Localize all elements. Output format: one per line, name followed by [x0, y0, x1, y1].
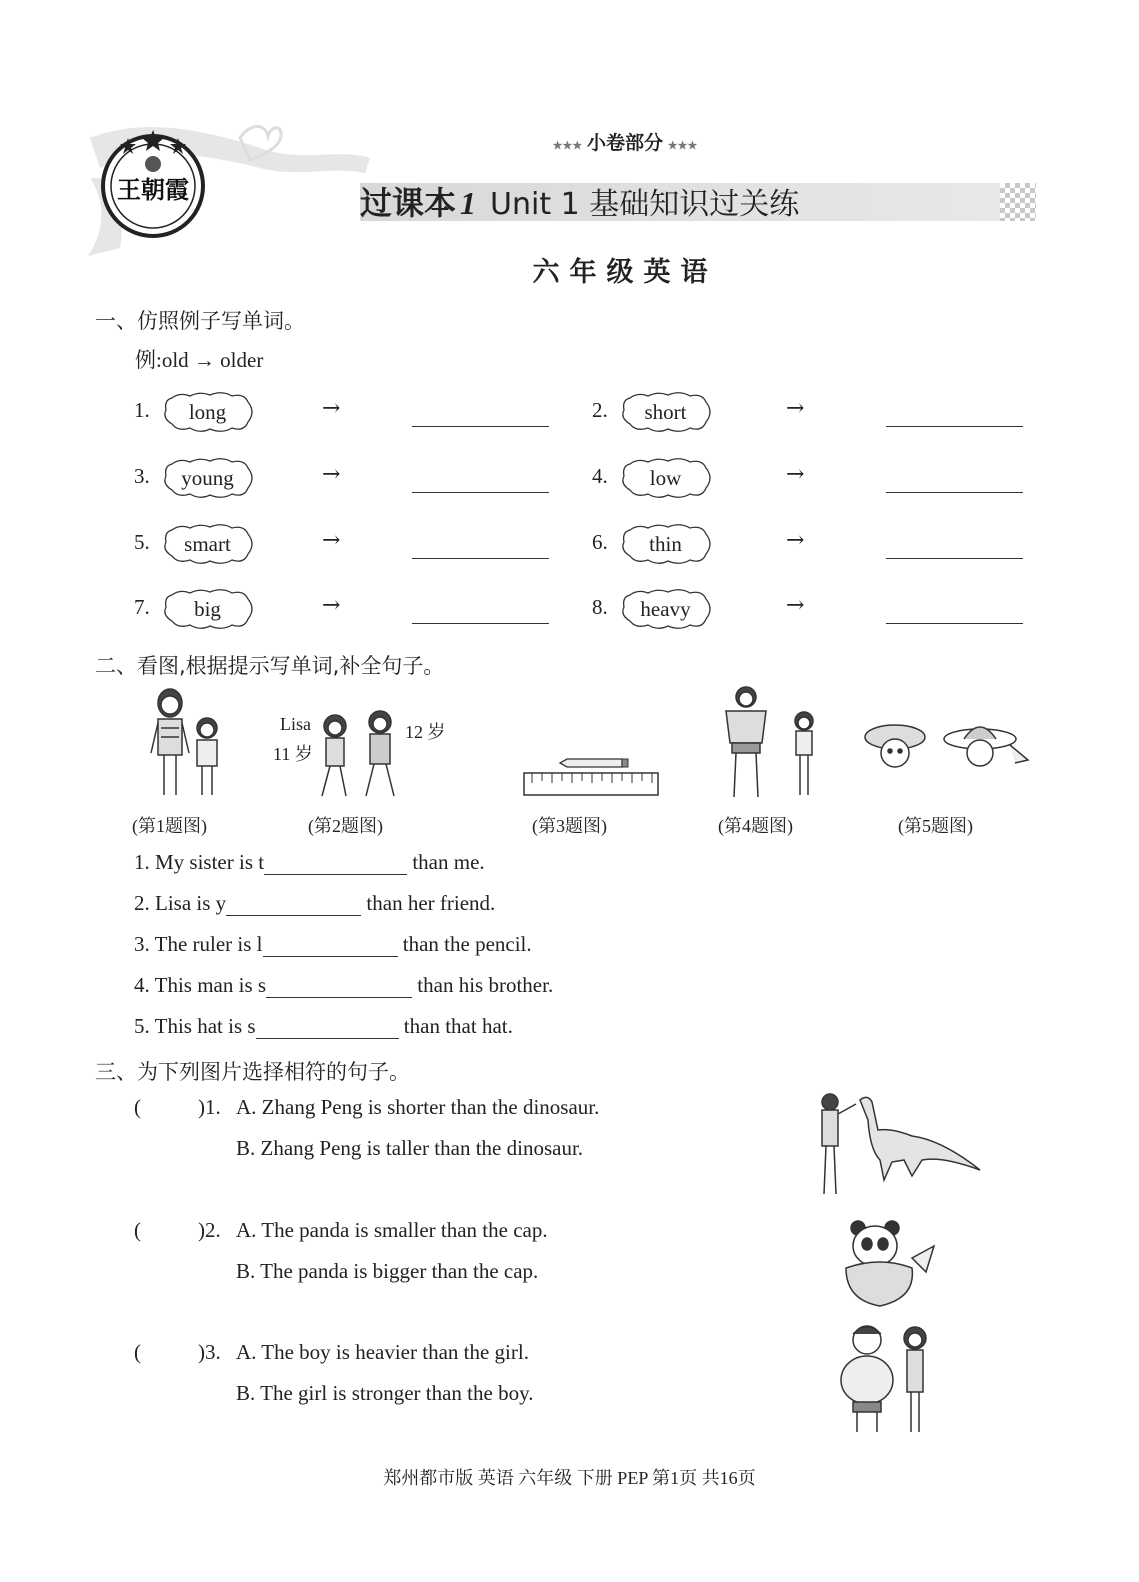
- q3-label: )3.: [198, 1340, 221, 1364]
- caption-pic2: (第2题图): [308, 816, 383, 836]
- title-num: 1: [460, 185, 477, 221]
- answer-blank[interactable]: [264, 852, 407, 875]
- answer-blank[interactable]: [412, 623, 549, 624]
- sentence-before: 3. The ruler is l: [134, 932, 263, 956]
- sentence-after: than his brother.: [417, 973, 554, 997]
- q1-boy-and-dinosaur: [812, 1090, 987, 1200]
- item-num: 7.: [134, 595, 150, 619]
- stars-left: ★★★: [552, 140, 583, 152]
- arrow: →: [786, 593, 805, 618]
- pic5-two-hats: [860, 715, 1035, 780]
- word-low: low: [649, 466, 682, 490]
- q3-boy-and-girl: [835, 1322, 945, 1437]
- sentence-before: 5. This hat is s: [134, 1014, 256, 1038]
- arrow: →: [786, 528, 805, 553]
- q1-label: )1.: [198, 1095, 221, 1119]
- arrow: →: [322, 462, 341, 487]
- caption-pic1: (第1题图): [132, 816, 207, 836]
- title-part2: Unit 1 基础知识过关练: [490, 187, 800, 222]
- pic3-ruler-and-pencil: [522, 755, 662, 800]
- title-band-pattern: [1000, 183, 1036, 221]
- sentence-before: 1. My sister is t: [134, 850, 265, 874]
- grade-title: 六年级英语: [532, 257, 718, 288]
- word-short: short: [644, 400, 687, 424]
- item-num: 8.: [592, 595, 608, 619]
- answer-blank[interactable]: [266, 975, 412, 998]
- answer-blank[interactable]: [886, 426, 1023, 427]
- q2-label: )2.: [198, 1218, 221, 1242]
- item-num: 1.: [134, 398, 150, 422]
- sentence-after: than her friend.: [366, 891, 496, 915]
- sentence-after: than me.: [412, 850, 485, 874]
- svg-text:王朝霞: 王朝霞: [117, 175, 189, 204]
- q2-panda-and-cap: [840, 1218, 940, 1313]
- sentence-after: than that hat.: [403, 1014, 513, 1038]
- arrow: →: [786, 396, 805, 421]
- answer-blank[interactable]: [412, 492, 549, 493]
- part1-example: 例:old → older: [135, 348, 264, 372]
- sentence-before: 2. Lisa is y: [134, 891, 227, 915]
- answer-blank[interactable]: [226, 893, 361, 916]
- pic2-label-12: 12 岁: [405, 722, 446, 742]
- arrow: →: [322, 396, 341, 421]
- word-thin: thin: [649, 532, 682, 556]
- word-smart: smart: [184, 532, 231, 556]
- q2-option-b: B. The panda is bigger than the cap.: [236, 1259, 539, 1283]
- word-heavy: heavy: [640, 597, 691, 621]
- pic1-sister-and-me: [145, 683, 230, 803]
- part3-heading: 三、为下列图片选择相符的句子。: [95, 1060, 410, 1084]
- answer-blank[interactable]: [256, 1016, 399, 1039]
- item-num: 5.: [134, 530, 150, 554]
- pic2-label-11: 11 岁: [273, 744, 313, 764]
- pic4-man-and-brother: [718, 683, 828, 803]
- arrow: →: [322, 528, 341, 553]
- section-label: [520, 128, 730, 155]
- sentence-4: [134, 973, 553, 998]
- caption-pic3: (第3题图): [532, 816, 607, 836]
- arrow: →: [786, 462, 805, 487]
- word-young: young: [181, 466, 234, 490]
- word-big: big: [194, 597, 221, 621]
- part1-heading: 一、仿照例子写单词。: [95, 309, 305, 333]
- sentence-5: [134, 1014, 513, 1039]
- title-part1: 过课本: [360, 184, 457, 222]
- answer-blank[interactable]: [886, 623, 1023, 624]
- brand-logo-seal: [98, 128, 208, 238]
- sentence-before: 4. This man is s: [134, 973, 267, 997]
- q3-option-b: B. The girl is stronger than the boy.: [236, 1381, 534, 1405]
- q2-paren[interactable]: (: [134, 1218, 141, 1242]
- answer-blank[interactable]: [412, 558, 549, 559]
- pic2-lisa-and-friend: [310, 708, 415, 803]
- q1-option-b: B. Zhang Peng is taller than the dinosaur.: [236, 1136, 584, 1160]
- answer-blank[interactable]: [263, 934, 398, 957]
- q3-option-a: A. The boy is heavier than the girl.: [236, 1340, 529, 1364]
- item-num: 3.: [134, 464, 150, 488]
- sentence-2: [134, 891, 495, 916]
- q2-option-a: A. The panda is smaller than the cap.: [236, 1218, 548, 1242]
- item-num: 6.: [592, 530, 608, 554]
- item-num: 4.: [592, 464, 608, 488]
- answer-blank[interactable]: [886, 558, 1023, 559]
- q3-paren[interactable]: (: [134, 1340, 141, 1364]
- caption-pic4: (第4题图): [718, 816, 793, 836]
- q1-option-a: A. Zhang Peng is shorter than the dinosaur.: [236, 1095, 600, 1119]
- page-footer: 郑州都市版 英语 六年级 下册 PEP 第1页 共16页: [383, 1468, 756, 1488]
- arrow: →: [322, 593, 341, 618]
- caption-pic5: (第5题图): [898, 816, 973, 836]
- page-title: [360, 183, 1000, 223]
- sentence-1: [134, 850, 485, 875]
- section-label-text: 小卷部分: [586, 133, 663, 154]
- pic2-label-lisa: Lisa: [280, 714, 311, 734]
- answer-blank[interactable]: [412, 426, 549, 427]
- stars-right: ★★★: [667, 140, 698, 152]
- item-num: 2.: [592, 398, 608, 422]
- q1-paren[interactable]: (: [134, 1095, 141, 1119]
- sentence-3: [134, 932, 532, 957]
- word-long: long: [188, 400, 227, 424]
- sentence-after: than the pencil.: [402, 932, 532, 956]
- part2-heading: 二、看图,根据提示写单词,补全句子。: [95, 654, 445, 678]
- answer-blank[interactable]: [886, 492, 1023, 493]
